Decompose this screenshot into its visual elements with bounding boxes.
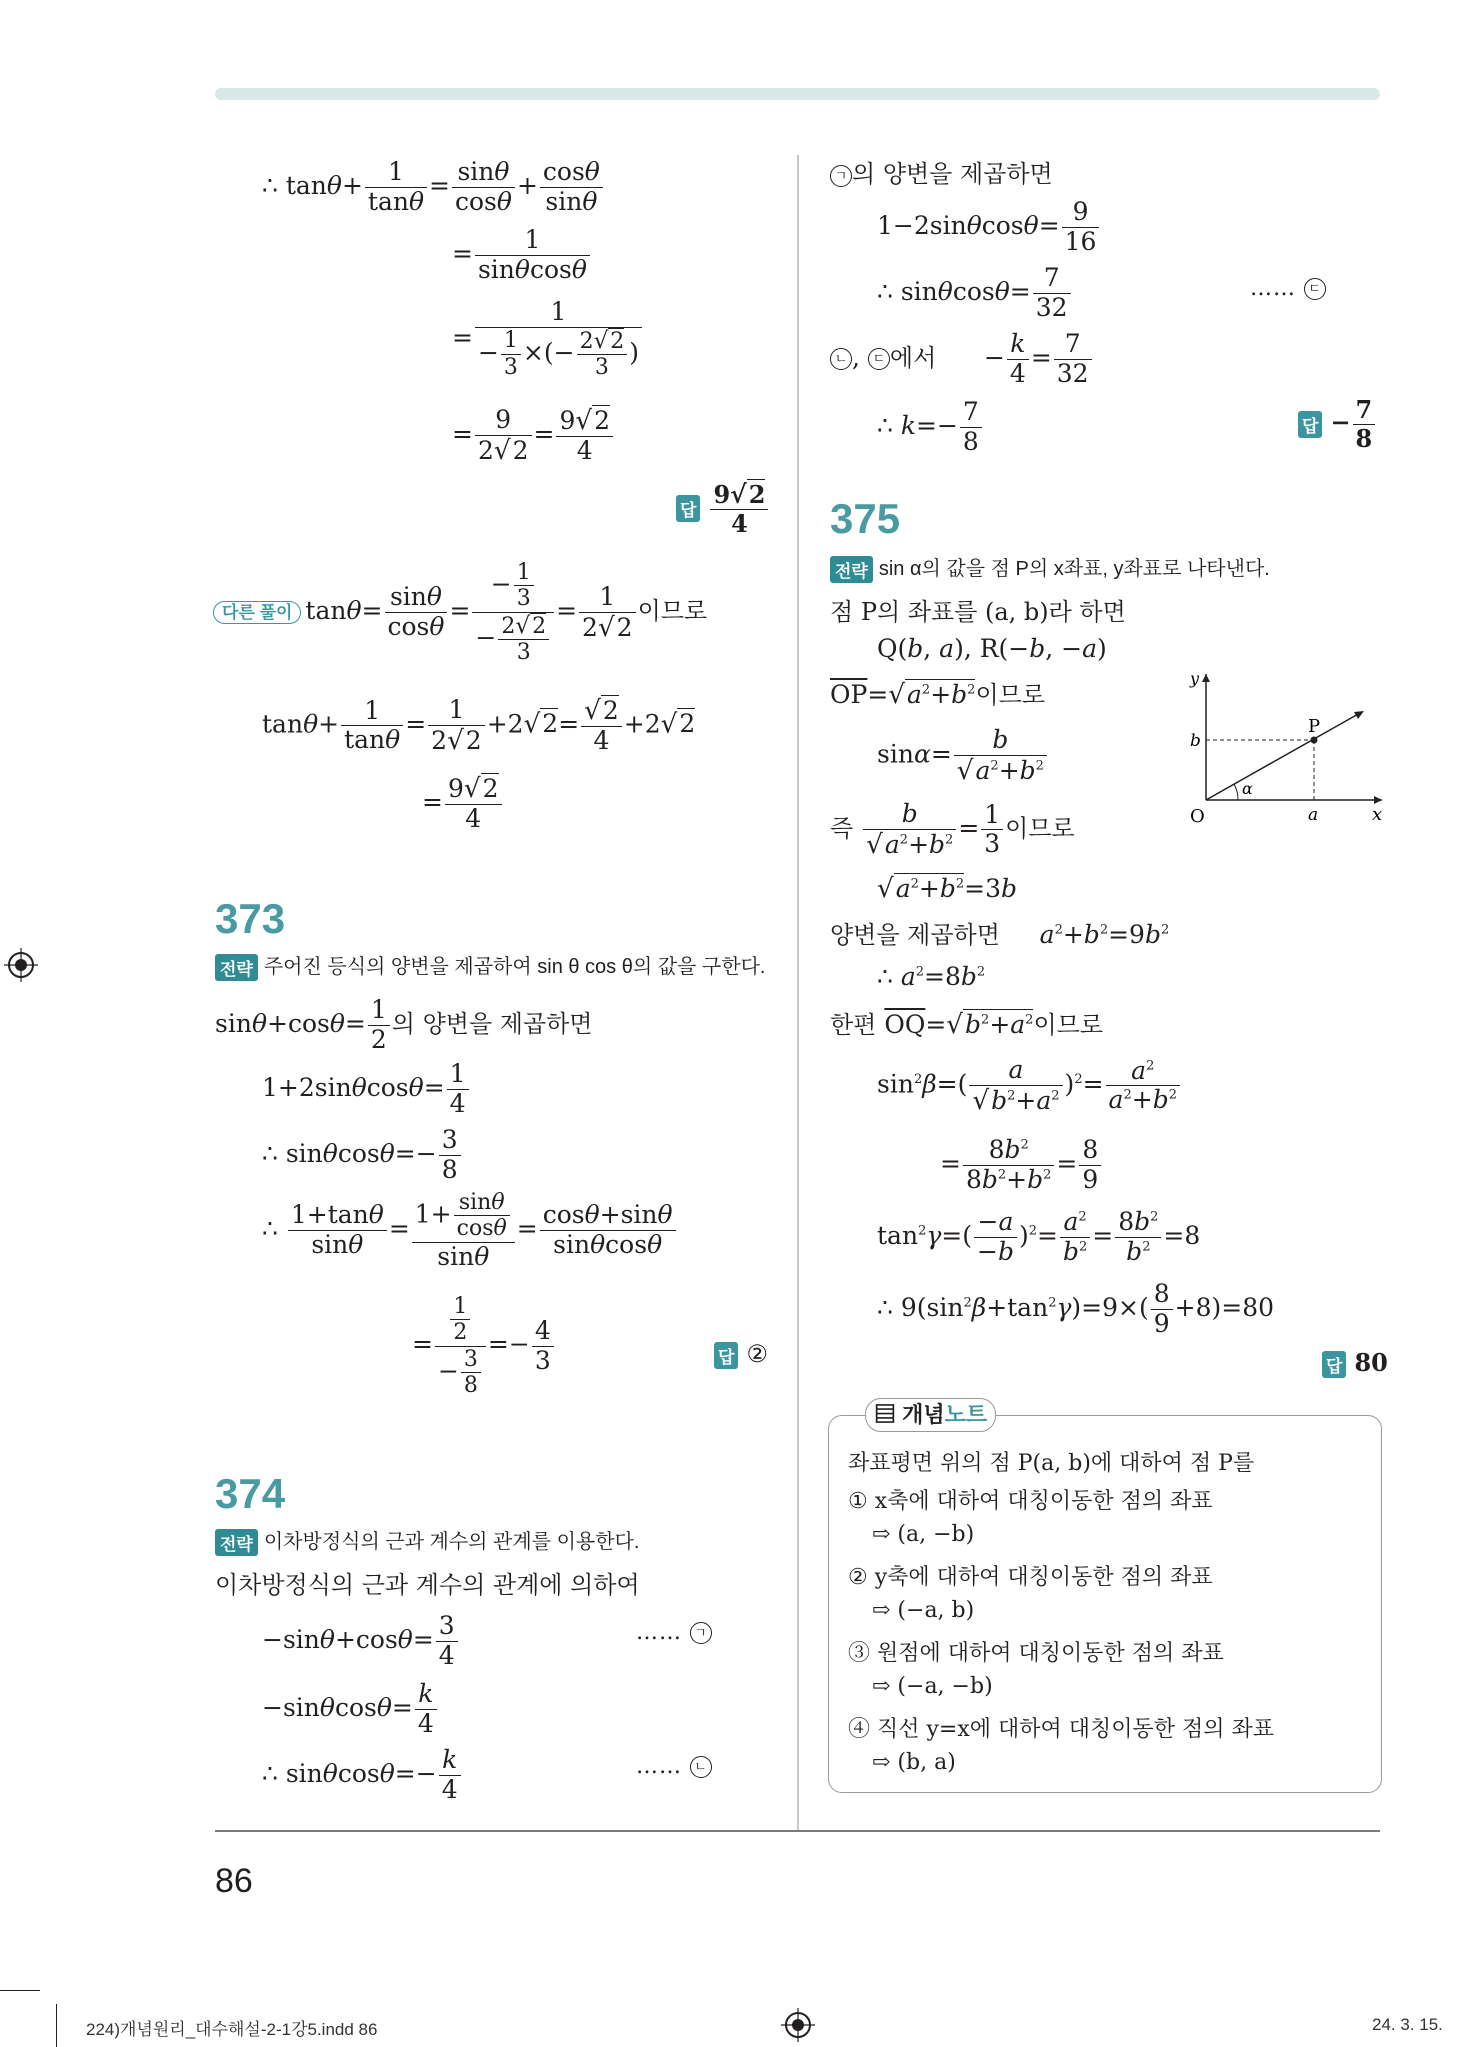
eq-374-line6: ∴ sinθcosθ= $\frac{7}{32}$ [877,264,1073,323]
alt-solution-tag: 다른 풀이 [213,601,301,624]
circled-1: ㄱ [830,165,852,187]
label-b: b [1190,731,1201,751]
circled-3: ㄷ [1304,278,1326,300]
answer-375 [1322,1348,1388,1378]
answer-tag: 답 [714,1342,738,1369]
text-from: 에서 [889,343,937,372]
strategy-tag: 전략 [215,1529,258,1556]
registration-mark-icon [781,2008,815,2042]
label-alpha: α [1242,779,1253,798]
answer-tag: 답 [1322,1351,1346,1378]
eq-375-line7: ∴ $a^2=8b^2$ [877,962,986,991]
problem-375-number: 375 [830,495,901,542]
eq-374-line2: −sinθcosθ= $\frac{k}{4}$ [262,1680,439,1739]
eq-375-line8: 한편 $\overline{OQ}=√b^2+a^2$이므로 [830,1010,1104,1040]
answer-373 [714,1340,768,1369]
eq-374-line3: ∴ sinθcosθ=− $\frac{k}{4}$ [262,1746,463,1805]
label-origin: O [1190,806,1205,827]
strategy-text: 이차방정식의 근과 계수의 관계를 이용한다. [263,1531,640,1553]
angle-arc [1234,784,1238,800]
footer-file: 224)개념원리_대수해설-2-1강5.indd 86 [86,2020,378,2039]
concept-note-title-b: 노트 [944,1402,988,1427]
circled-2: ㄴ [830,348,852,370]
crop-mark [0,1990,40,1991]
circled-3: ㄷ [868,348,890,370]
circled-2: ㄴ [690,1756,712,1778]
text-jeuk: 즉 [830,814,854,843]
alt-solution-line3: = $\frac{9√2}{4}$ [422,774,504,834]
alt-solution-line1: 다른 풀이 tanθ= $\frac{\sin\theta}{\cos\theta}$ = − $\frac{1}{3}$ − $\frac{2√2}{3}$ = $\frac{1}{2√2}$ 이므로 [213,560,707,665]
bottom-rule [215,1830,1380,1832]
concept-note-result-1: ⇨ (a, −b) [872,1522,975,1547]
concept-note-item-4: ④ 직선 y=x에 대하여 대칭이동한 점의 좌표 [848,1717,1275,1742]
eq-373-line3: ∴ sinθcosθ=− $\frac{3}{8}$ [262,1126,463,1185]
coordinate-figure [1150,670,1386,830]
eq-375-line3: sinα= $\frac{b}{√a^2+b^2}$ [877,726,1049,786]
text-circ1-square: 의 양변을 제곱하면 [852,160,1053,188]
concept-note-item-2: ② y축에 대하여 대칭이동한 점의 좌표 [848,1565,1213,1590]
answer-373-value: ② [746,1340,768,1368]
marker-3: …… ㄷ [1250,276,1326,301]
concept-note-result-2: ⇨ (−a, b) [872,1598,975,1623]
eq-375-line2: $\overline{OP}=√a^2+b^2$이므로 [830,680,1046,710]
eq-375-line12: ∴ $9(\sin^2\beta+\tan^2\gamma)=9\times$( $\frac{8}{9}$ +8)=80 [877,1279,1275,1338]
concept-note-title-a: 개념 [902,1402,945,1427]
eq-375-line6: 양변을 제곱하면 $a^2+b^2=9b^2$ [830,920,1170,949]
text-square-both-sides: 양변을 제곱하면 [830,921,1000,949]
eq-375-line5: $√a^2+b^2=3b$ [877,874,1018,904]
registration-mark-icon [4,948,38,982]
answer-375-value: 80 [1354,1348,1388,1377]
eq-374-line5: 1−2sinθcosθ= $\frac{9}{16}$ [877,198,1101,257]
strategy-tag: 전략 [215,954,258,981]
answer-tag: 답 [676,495,700,522]
eq-373-line1: sinθ+cosθ= $\frac{1}{2}$ 의 양변을 제곱하면 [215,995,593,1054]
footer-date: 24. 3. 15. [1372,2015,1443,2034]
eq-375-line9: $\sin^2\beta=$( $\frac{a}{√b^2+a^2}$ )$^2$= $\frac{a^2}{a^2+b^2}$ [877,1056,1182,1116]
concept-note-item-3: ③ 원점에 대하여 대칭이동한 점의 좌표 [848,1641,1224,1666]
notebook-icon: ▤ [874,1402,897,1427]
problem-374-intro: 이차방정식의 근과 계수의 관계에 의하여 [215,1571,640,1599]
text-hanpyeon: 한편 [830,1011,877,1039]
eq-372-line3: = 1 − $\frac{1}{3}$ ×(− $\frac{2√2}{3}$ ) [452,298,644,381]
header-bar [215,88,1380,100]
y-axis-arrow-icon [1202,674,1210,682]
label-x: x [1372,804,1383,825]
eq-375-line1: Q(b, a), R(−b, −a) [877,634,1107,663]
marker-2: …… ㄴ [636,1754,712,1779]
label-a: a [1308,805,1319,825]
text-imeuro: 이므로 [975,681,1046,709]
x-axis-arrow-icon [1374,796,1382,804]
concept-note-title [865,1398,996,1432]
eq-374-line1: −sinθ+cosθ= $\frac{3}{4}$ [262,1612,460,1671]
marker-1: …… ㄱ [636,1620,712,1645]
eq-373-line2: 1+2sinθcosθ= $\frac{1}{4}$ [262,1060,471,1119]
strategy-tag: 전략 [830,556,873,583]
point-p [1311,737,1318,744]
problem-373-strategy [215,950,765,981]
concept-note-item-1: ① x축에 대하여 대칭이동한 점의 좌표 [848,1489,1213,1514]
concept-note-result-3: ⇨ (−a, −b) [872,1674,993,1699]
crop-mark [56,2004,57,2047]
problem-375-strategy [830,552,1270,583]
eq-375-line4: 즉 $\frac{b}{√a^2+b^2}$ = $\frac{1}{3}$ 이므로 [830,799,1075,860]
eq-373-line4: ∴ $\frac{1+\tan\theta}{\sin\theta}$ = 1+ $\frac{\sin\theta}{\cos\theta}$ sinθ = $\frac{\cos\theta+\sin\theta}{\sin\theta\cos\theta}$ [262,1190,678,1271]
problem-374-number: 374 [215,1470,286,1517]
text-imeuro: 이므로 [1033,1011,1104,1039]
answer-374: 답 − $\frac{7}{8}$ [1298,396,1377,452]
strategy-text: sin α의 값을 점 P의 x좌표, y좌표로 나타낸다. [878,558,1270,580]
eq-374-line7: ㄴ , ㄷ 에서 − $\frac{k}{4}$ = $\frac{7}{32}$ [830,330,1094,389]
circled-1: ㄱ [690,1622,712,1644]
eq-372-line4: = $\frac{9}{2√2}$ = $\frac{9√2}{4}$ [452,406,615,466]
text-imeuro: 이므로 [637,597,708,626]
column-divider [797,155,799,1830]
problem-373-number: 373 [215,895,286,942]
eq-375-line10: = $\frac{8b^2}{8b^2+b^2}$ = $\frac{8}{9}$ [940,1136,1103,1195]
ray-op [1206,713,1360,800]
label-p: P [1308,716,1321,737]
strategy-text: 주어진 등식의 양변을 제곱하여 sin θ cos θ의 값을 구한다. [263,956,766,978]
eq-372-line2: = $\frac{1}{\sin\theta\cos\theta}$ [452,226,592,285]
text-square-both: 의 양변을 제곱하면 [391,1009,593,1038]
answer-372: 답 $\frac{9√2}{4}$ [676,480,770,538]
label-y: y [1190,670,1200,688]
eq-375-line11: $\tan^2\gamma=$( $\frac{-a}{-b}$ )$^2$= $\frac{a^2}{b^2}$ = $\frac{8b^2}{b^2}$ =8 [877,1207,1201,1266]
eq-374-line4 [830,154,1053,189]
eq-374-line8: ∴ k=− $\frac{7}{8}$ [877,398,984,457]
concept-note-intro: 좌표평면 위의 점 P(a, b)에 대하여 점 P를 [848,1451,1255,1476]
answer-tag: 답 [1298,411,1322,438]
concept-note-result-4: ⇨ (b, a) [872,1750,956,1775]
eq-372-line1: ∴ tanθ+ $\frac{1}{\tan\theta}$ = $\frac{\sin\theta}{\cos\theta}$ + $\frac{\cos\theta}{\sin\theta}$ [262,158,605,217]
p375-intro: 점 P의 좌표를 (a, b)라 하면 [830,598,1126,626]
text-imeuro: 이므로 [1005,814,1075,843]
eq-373-line5: = $\frac{1}{2}$ − $\frac{3}{8}$ =− $\frac{4}{3}$ [412,1294,556,1398]
problem-374-strategy [215,1525,639,1556]
alt-solution-line2: tanθ+ $\frac{1}{\tan\theta}$ = $\frac{1}{2√2}$ +2√2= $\frac{√2}{4}$ +2√2 [262,695,696,756]
page-number: 86 [215,1862,253,1900]
